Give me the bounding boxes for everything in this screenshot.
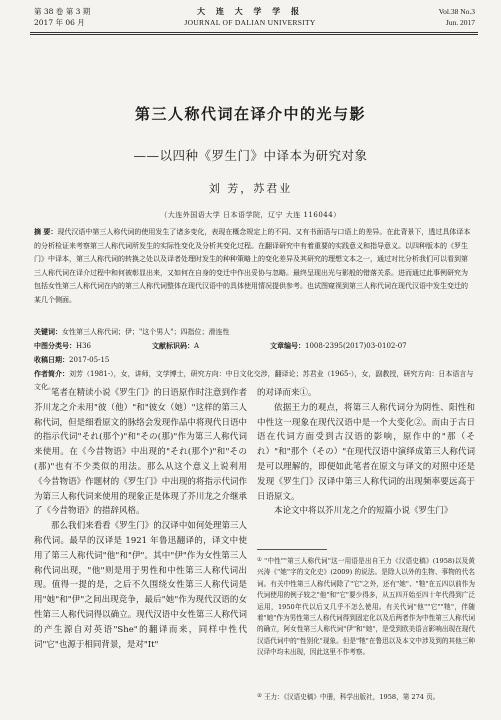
header-left	[34, 6, 90, 28]
keywords-label: 关键词：	[34, 327, 62, 336]
doc-code: A	[194, 342, 200, 350]
clc-label: 中图分类号：	[34, 341, 76, 350]
header-journal	[140, 6, 360, 28]
body-column-left	[34, 386, 247, 652]
keywords: 女性第三人称代词；伊；"这个男人"；四指位；滑连性	[62, 328, 230, 336]
abstract-label: 摘 要：	[34, 227, 58, 236]
footnote-2-text: 王力：《汉语史稿》中册，科学出版社，1958，第 274 页。	[263, 693, 440, 701]
received-row	[34, 354, 109, 366]
header-right	[439, 6, 475, 28]
body-paragraph: 的对译而来①。	[257, 388, 317, 398]
article-title: 第三人称代词在译介中的光与影	[134, 105, 366, 123]
classification-row	[34, 340, 474, 352]
body-paragraph: 依据王力的观点，将第三人称代词分为阴性、阳性和中性这一现象在现代汉语中是一个大变化②。而由于古日语在代词方面受到古汉语的影响，原作中的"那（それ）"和"那个（その）"在现代汉语中演绎成第三人称代词是可以理解的，即便如此笔者在原文与译文的对照中还是发现《罗生门》汉译中第三人称代词的出现频率要远高于日语原文。	[257, 402, 475, 502]
article-authors: 刘 芳，苏君业	[208, 182, 293, 195]
footnote-marker-2: ②	[257, 693, 262, 699]
body-paragraph: 笔者在精读小说《罗生门》的日语原作时注意到作者芥川龙之介未用"彼（他）"和"彼女（她）"这样的第三人称代词，但是细看原文的脉络会发现作品中将现代日语中的指示代词"それ(那个)"和"その(那)"作为第三人称代词来使用。在《今昔物语》中出现的"それ(那个)"和"その(那)"也有不少类似的用法。那么从这个意义上说利用《今昔物语》作题材的《罗生门》中出现的将指示代词作为第三人称代词来使用的现象正是体现了芥川龙之介继承了《今昔物语》的措辞风格。	[34, 388, 247, 517]
footnote-2	[257, 691, 475, 703]
article-subtitle: ——以四种《罗生门》中译本为研究对象	[133, 148, 368, 163]
journal-name-en: JOURNAL OF DALIAN UNIVERSITY	[184, 18, 316, 27]
date-en: Jun. 2017	[445, 18, 475, 27]
date-cn: 2017 年 06 月	[34, 18, 85, 27]
journal-name-cn: 大 连 大 学 学 报	[197, 6, 303, 16]
author-info-text: 刘芳（1981-），女，讲师，文学博士，研究方向：中日文化交涉，翻译论；苏君业（1965-），女，副教授，研究方向：日本语言与文化。	[34, 370, 474, 391]
doc-code-label: 文献标识码：	[152, 341, 194, 350]
running-header	[0, 0, 501, 50]
keywords-row	[34, 326, 229, 338]
footnote-1-text: "中性""第三人称代词"这一用语是出自王力《汉语史稿》(1958)以及黄兴涛《"她"字的文化史》(2009) 的说法。是除人以外的生物、事物的代名词。有关中性第三人称代词除了"它"之外，还有"她"、"牠"在五四以前作为代词使用的例子较之"他"和"它"要少得多，从五四开始至四十年代得到广泛运用，1950年代以后又几乎不怎么使用。有关代词"他""它""牠"，伴随着"她"作为男性第三人称代词得到固定化以及后两者作为中性第三人称代词的确立，阿女性第三人称代词"伊"和"她"，是受到欧美语言影响出现在现代汉语代词中的"性别化"现象。但是"牠"在鲁迅以及本文中涉及到的其他三种汉译中均未出现，因此这里不作考察。	[257, 557, 475, 657]
footnote-marker-1: ①	[257, 557, 263, 563]
received-date: 2017-05-15	[69, 356, 110, 364]
doc-code-item	[152, 340, 199, 352]
abstract-text: 现代汉语中第三人称代词的使用发生了诸多变化，表现在概念规定上的不同、又有书面语与口语上的差异。在此背景下，透过具体译本的分析检证来考察第三人称代词所发生的实际性变化及分析其变化过程。在翻译研究中有着重要的实践意义和指导意义。以四种版本的《罗生门》中译本，第三人称代词的转换之处以及译者处理时发生的种种策略上的变化差异及其研究的理想文本之一，通过对比分析我们可以看到第三人称代词在译介过程中和何被彰显出来，又如何在自身的变迁中作出妥协与忽略。最终呈现出光与影般的错落关系。进而通过此事例研究为包括女性第三人称代词在内的第三人称代词整体在现代汉语中的具体使用情况提供参考。也试图窥视到第三人称代词在现代汉语中发生变迁的某几个侧面。	[34, 228, 471, 304]
article-no-label: 文章编号：	[270, 341, 305, 350]
article-no: 1008-2395(2017)03-0102-07	[305, 342, 407, 350]
article-no-item	[270, 340, 407, 352]
body-column-right	[257, 386, 475, 519]
header-rule-top	[30, 32, 478, 33]
body-paragraph: 那么我们来看看《罗生门》的汉译中如何处理第三人称代词。最早的汉译是 1921 年鲁迅翻译的，译文中使用了第三人称代词"他"和"伊"。其中"伊"作为女性第三人称代词出现，"他"则是用于男性和中性第三人称代词出现。值得一提的是，之后不久围绕女性第三人称代词是用"她"和"伊"之间出现竞争，最后"她"作为现代汉语的女性第三人称代词得以确立。现代汉语中女性第三人称代词的产生源自对英语"She"的翻译而来，同样中性代词"它"也源于相同背景，是对"It"	[34, 521, 247, 650]
footnote-1	[257, 555, 475, 659]
received-label: 收稿日期：	[34, 355, 69, 364]
author-affiliation: （大连外国语大学 日本语学院，辽宁 大连 116044）	[160, 211, 341, 219]
footnote-rule	[257, 549, 327, 550]
volume-issue-en: Vol.38 No.3	[438, 7, 475, 16]
body-paragraph: 本论文中将以芥川龙之介的短篇小说《罗生门》	[274, 506, 453, 517]
header-rule-bottom	[30, 34, 478, 35]
clc-item	[34, 340, 91, 352]
author-info-label: 作者简介：	[34, 369, 69, 378]
clc-code: H36	[76, 342, 92, 350]
abstract	[34, 225, 474, 308]
volume-issue-cn: 第 38 卷 第 3 期	[34, 7, 91, 16]
